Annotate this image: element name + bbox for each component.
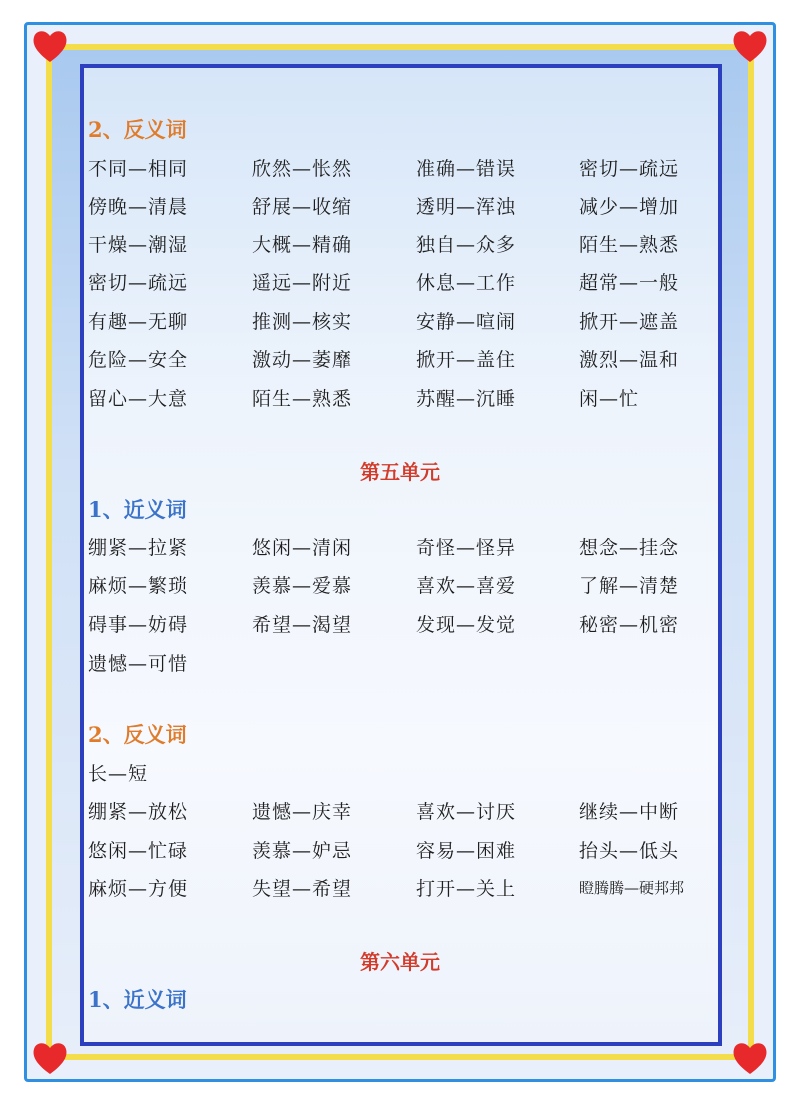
word-pair: 碍事—妨碍 — [88, 614, 189, 636]
word-pair: 抬头—低头 — [579, 840, 680, 862]
word-row — [88, 192, 728, 222]
word-pair: 羡慕—妒忌 — [252, 840, 353, 862]
section-heading-synonyms: 1、近义词 — [88, 497, 187, 522]
word-pair: 发现—发觉 — [416, 614, 517, 636]
word-pair: 秘密—机密 — [579, 614, 680, 636]
word-pair: 危险—安全 — [88, 349, 189, 371]
word-pair: 干燥—潮湿 — [88, 234, 189, 256]
word-pair: 羡慕—爱慕 — [252, 575, 353, 597]
word-row — [88, 268, 728, 298]
word-pair: 激烈—温和 — [579, 349, 680, 371]
word-row — [88, 230, 728, 260]
unit-title-5: 第五单元 — [360, 460, 440, 484]
word-pair: 休息—工作 — [416, 272, 517, 294]
word-pair: 绷紧—放松 — [88, 801, 189, 823]
word-pair: 有趣—无聊 — [88, 311, 189, 333]
word-pair: 喜欢—讨厌 — [416, 801, 517, 823]
word-row — [88, 759, 728, 789]
word-row — [88, 836, 728, 866]
word-pair: 密切—疏远 — [579, 158, 680, 180]
word-pair: 减少—增加 — [579, 196, 680, 218]
word-pair: 绷紧—拉紧 — [88, 537, 189, 559]
word-pair: 激动—萎靡 — [252, 349, 353, 371]
word-row — [88, 571, 728, 601]
unit-title-6: 第六单元 — [360, 950, 440, 974]
word-pair: 欣然—怅然 — [252, 158, 353, 180]
word-pair: 安静—喧闹 — [416, 311, 517, 333]
heart-icon — [30, 26, 70, 66]
word-pair: 舒展—收缩 — [252, 196, 353, 218]
word-row — [88, 384, 728, 414]
word-pair: 奇怪—怪异 — [416, 537, 517, 559]
word-pair: 推测—核实 — [252, 311, 353, 333]
word-row — [88, 345, 728, 375]
word-pair: 喜欢—喜爱 — [416, 575, 517, 597]
word-pair: 遗憾—庆幸 — [252, 801, 353, 823]
word-row — [88, 649, 728, 679]
word-pair: 留心—大意 — [88, 388, 189, 410]
word-pair: 准确—错误 — [416, 158, 517, 180]
word-pair: 独自—众多 — [416, 234, 517, 256]
word-pair: 密切—疏远 — [88, 272, 189, 294]
word-pair: 陌生—熟悉 — [252, 388, 353, 410]
word-pair: 遗憾—可惜 — [88, 653, 189, 675]
word-row — [88, 610, 728, 640]
heart-icon — [30, 1038, 70, 1078]
word-pair: 遥远—附近 — [252, 272, 353, 294]
word-pair: 傍晚—清晨 — [88, 196, 189, 218]
word-pair: 了解—清楚 — [579, 575, 680, 597]
word-pair: 容易—困难 — [416, 840, 517, 862]
word-pair: 陌生—熟悉 — [579, 234, 680, 256]
word-pair: 不同—相同 — [88, 158, 189, 180]
word-pair: 掀开—盖住 — [416, 349, 517, 371]
word-pair: 悠闲—忙碌 — [88, 840, 189, 862]
word-row — [88, 154, 728, 184]
word-pair: 超常—一般 — [579, 272, 680, 294]
word-pair: 悠闲—清闲 — [252, 537, 353, 559]
heart-icon — [730, 1038, 770, 1078]
section-heading-antonyms: 2、反义词 — [88, 117, 187, 142]
word-pair: 失望—希望 — [252, 878, 353, 900]
word-pair: 瞪腾腾—硬邦邦 — [579, 879, 685, 897]
word-pair: 掀开—遮盖 — [579, 311, 680, 333]
word-row — [88, 307, 728, 337]
word-pair: 闲—忙 — [579, 388, 640, 410]
word-row — [88, 797, 728, 827]
word-pair: 想念—挂念 — [579, 537, 680, 559]
section-heading-synonyms: 1、近义词 — [88, 987, 187, 1012]
word-pair: 麻烦—方便 — [88, 878, 189, 900]
word-pair: 大概—精确 — [252, 234, 353, 256]
word-pair: 打开—关上 — [416, 878, 517, 900]
heart-icon — [730, 26, 770, 66]
word-pair: 长—短 — [88, 763, 149, 785]
word-pair: 透明—浑浊 — [416, 196, 517, 218]
section-heading-antonyms: 2、反义词 — [88, 722, 187, 747]
word-row — [88, 533, 728, 563]
word-pair: 麻烦—繁琐 — [88, 575, 189, 597]
word-pair: 苏醒—沉睡 — [416, 388, 517, 410]
word-pair: 希望—渴望 — [252, 614, 353, 636]
word-row — [88, 874, 728, 904]
word-pair: 继续—中断 — [579, 801, 680, 823]
